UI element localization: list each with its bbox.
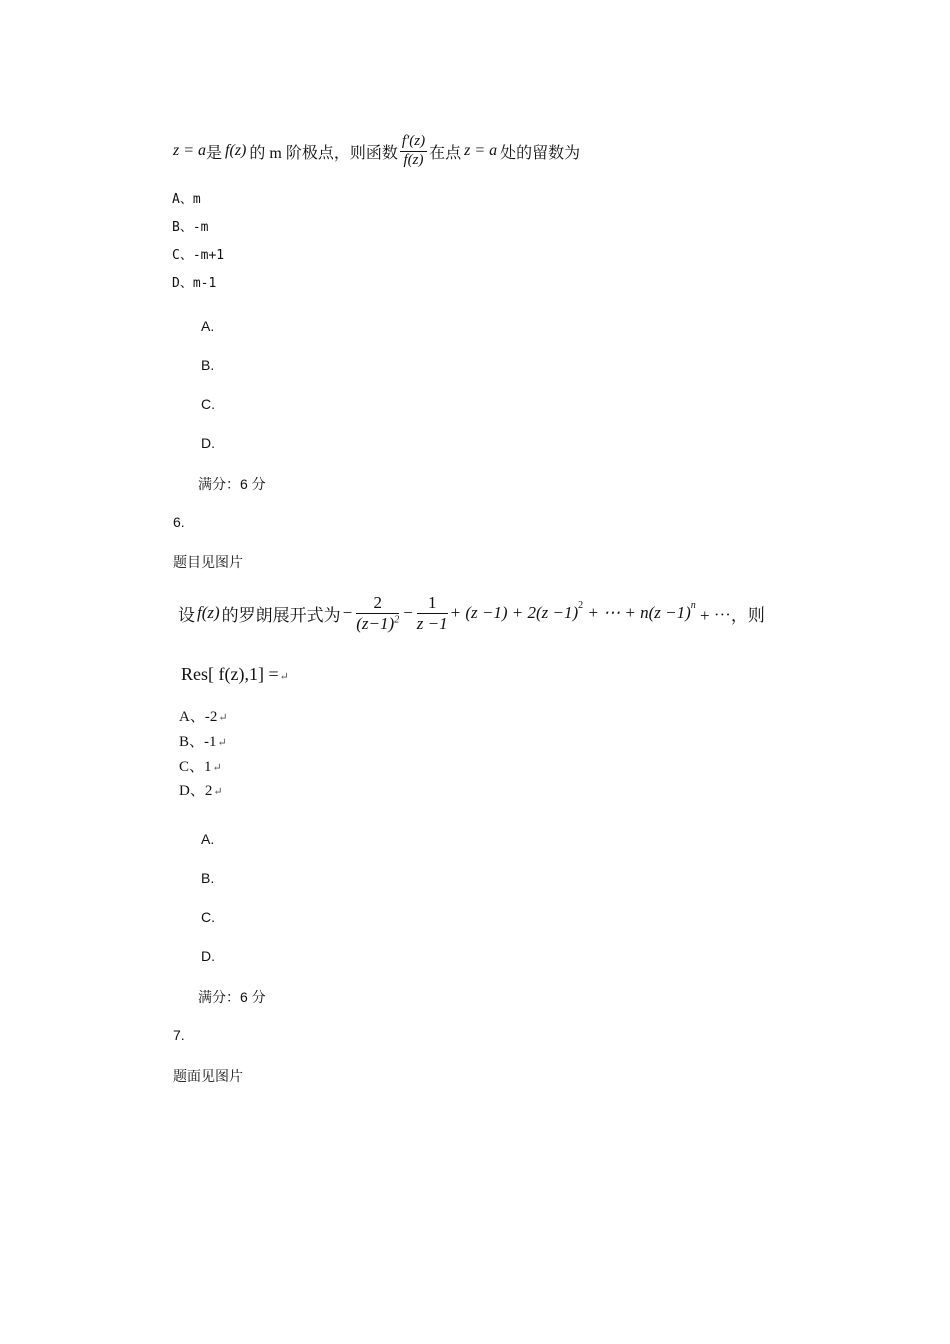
- q5-stem: [173, 127, 580, 175]
- q6-residue-expression: Res[ f(z),1] =: [181, 664, 279, 684]
- q7-number: 7.: [173, 1027, 185, 1043]
- q5-fraction-denominator: f(z): [403, 151, 424, 168]
- return-mark: ↵: [212, 762, 222, 774]
- q7-note: 题面见图片: [173, 1070, 243, 1085]
- q6-stem-part4-exp: 2: [578, 600, 584, 611]
- q6-score: 满分：6 分: [198, 989, 266, 1005]
- q5-stem-part3: f(z): [225, 142, 247, 159]
- q5-stem-part2: 是: [206, 144, 223, 162]
- q6-fraction2-numerator: 1: [417, 593, 448, 614]
- q5-option-a: A、m: [172, 192, 201, 207]
- q6-fraction2-denominator: z −1: [416, 613, 448, 633]
- q5-choice-b[interactable]: B.: [201, 357, 215, 373]
- q6-option-a: [179, 705, 228, 726]
- return-mark: ↵: [218, 712, 228, 724]
- q6-fraction1-den-base: (z−1): [356, 613, 395, 633]
- q5-score: 满分：6 分: [198, 476, 266, 492]
- q6-option-c-text: C、1: [179, 759, 212, 775]
- q6-choice-a[interactable]: A.: [201, 831, 215, 847]
- q5-option-d: D、m-1: [172, 276, 217, 291]
- q6-choice-c[interactable]: C.: [201, 909, 215, 925]
- q6-stem-part5: + ⋯ + n(z −1): [583, 603, 691, 622]
- q5-option-b: B、-m: [172, 220, 209, 235]
- q6-stem-part2: f(z): [197, 603, 220, 622]
- q6-stem-part4: + (z −1) + 2(z −1): [449, 603, 579, 622]
- q6-choice-d[interactable]: D.: [201, 948, 215, 964]
- return-mark: ↵: [217, 737, 227, 749]
- q6-option-c: [179, 755, 222, 776]
- q5-choice-d[interactable]: D.: [201, 435, 215, 451]
- q6-stem-line1: [178, 586, 765, 640]
- q5-stem-part6: z = a: [464, 142, 498, 159]
- return-mark: ↵: [279, 671, 289, 683]
- q6-fraction1: [356, 593, 399, 633]
- q5-choice-a[interactable]: A.: [201, 318, 215, 334]
- q5-stem-part4: 的 m 阶极点，则函数: [249, 144, 398, 162]
- q6-note: 题目见图片: [173, 556, 243, 571]
- q5-fraction-numerator: f′(z): [400, 133, 427, 151]
- q6-stem-part6: + ⋯，则: [695, 605, 765, 625]
- q6-stem-part3: 的罗朗展开式为: [221, 605, 341, 625]
- q6-option-d: [179, 779, 223, 800]
- q6-choice-b[interactable]: B.: [201, 870, 215, 886]
- q6-minus2: −: [403, 603, 413, 622]
- q6-stem-part1: 设: [178, 605, 195, 625]
- q6-option-b: [179, 730, 227, 751]
- return-mark: ↵: [213, 786, 223, 798]
- q6-fraction1-denominator: [356, 614, 399, 634]
- q6-stem-part5-exp: n: [690, 600, 696, 611]
- q5-choice-c[interactable]: C.: [201, 396, 215, 412]
- q6-fraction1-den-exp: 2: [394, 613, 400, 625]
- q5-stem-part7: 处的留数为: [500, 144, 581, 162]
- q6-stem-line2: [181, 664, 289, 685]
- q6-option-a-text: A、-2: [179, 709, 218, 725]
- q6-minus1: −: [342, 603, 353, 622]
- q6-option-d-text: D、2: [179, 783, 213, 799]
- q5-stem-part1: z = a: [173, 142, 207, 159]
- q6-fraction2: [417, 593, 448, 633]
- q6-option-b-text: B、-1: [179, 734, 217, 750]
- q6-fraction1-numerator: 2: [356, 593, 399, 614]
- q5-stem-part5: 在点: [429, 144, 462, 162]
- q5-option-c: C、-m+1: [172, 248, 225, 263]
- q6-number: 6.: [173, 514, 185, 530]
- q5-stem-fraction: [400, 133, 427, 169]
